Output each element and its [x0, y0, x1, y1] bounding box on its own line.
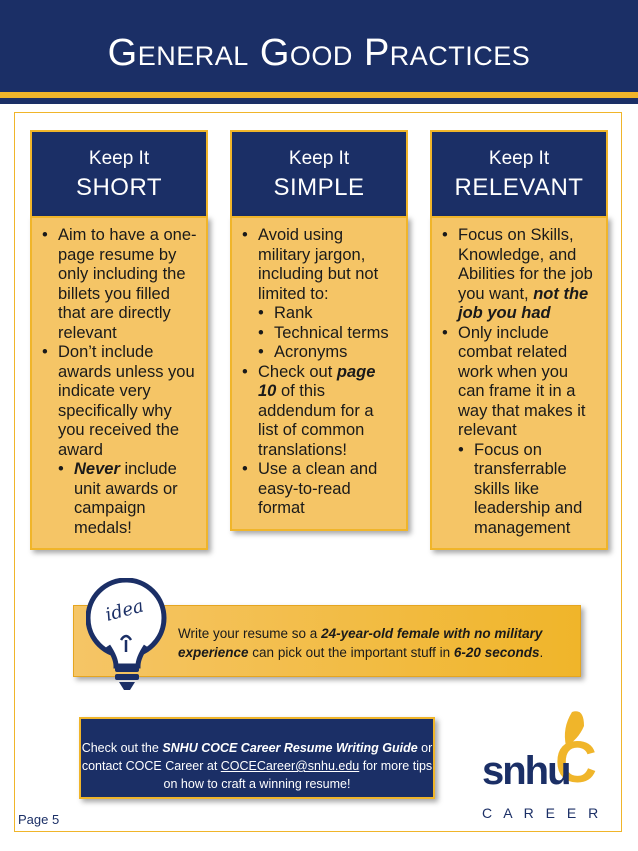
bullet-item [242, 460, 398, 519]
resource-text: or contact COCE Career at [81, 741, 433, 773]
logo-letter: C [555, 730, 597, 795]
bullet-item [42, 343, 198, 460]
column-header [30, 130, 208, 216]
sub-bullet-item [242, 324, 398, 344]
column-bullets [430, 216, 608, 550]
tip-text-part: can pick out the important stuff in [248, 645, 454, 660]
bullet-text: Check out [258, 362, 337, 381]
bullet-text: of this addendum for a list of common translations! [258, 382, 374, 459]
column-keep-label: Keep It [288, 148, 350, 169]
bullet-text: include unit awards or campaign medals! [74, 460, 178, 537]
snhu-career-logo [480, 706, 608, 824]
column-header [230, 130, 408, 216]
bulb-idea-text: idea [103, 595, 146, 626]
email-link[interactable]: COCECareer@snhu.edu [220, 759, 360, 773]
logo-wordmark: snhu [482, 749, 570, 793]
tip-text [178, 624, 570, 662]
bullet-item [242, 363, 398, 461]
column-header [430, 130, 608, 216]
column-bullets [230, 216, 408, 531]
bullet-item [242, 226, 398, 304]
bullet-text: Aim to have a one-page resume by only including the billets you filled that are directly relevant [58, 226, 197, 342]
bullet-emphasis: Never [74, 460, 120, 478]
resource-text: for more tips on how to craft a winning resume! [163, 759, 433, 791]
sub-bullet-item [42, 460, 198, 538]
guide-title: SNHU COCE Career Resume Writing Guide [162, 741, 418, 755]
resource-box [79, 717, 435, 799]
bullet-text: Technical terms [274, 323, 389, 342]
tip-text-part: Write your resume so a [178, 626, 322, 641]
resource-text: Check out the [81, 741, 163, 755]
bullet-text: Use a clean and easy-to-read format [258, 460, 378, 517]
page-title: General Good Practices [107, 32, 531, 74]
column-relevant [430, 130, 608, 550]
column-title: SIMPLE [273, 174, 365, 201]
sub-bullet-item [242, 343, 398, 363]
bullet-text: Only include combat related work when you can frame it in a way that makes it relevant [458, 323, 586, 439]
tip-text-emphasis: 24-year-old female with no military [321, 626, 543, 641]
sub-bullet-item [442, 441, 598, 539]
column-short [30, 130, 208, 550]
bullet-text: Don’t include awards unless you indicate very specifically why you received the award [58, 343, 195, 459]
tip-text-part: . [539, 645, 544, 660]
bullet-emphasis: page 10 [258, 362, 376, 400]
bullet-text: Focus on Skills, Knowledge, and Abilities for the job you want, [458, 226, 593, 303]
sub-bullet-item [242, 304, 398, 324]
bullet-text: Avoid using military jargon, including but not limited to: [258, 226, 379, 303]
bullet-text: Focus on transferrable skills like leadership and management [474, 440, 583, 537]
header-gold-stripe [0, 92, 638, 98]
bullet-emphasis: not the job you had [458, 284, 589, 322]
bullet-item [42, 226, 198, 343]
column-simple [230, 130, 408, 531]
logo-tag: C A R E E R [482, 805, 603, 821]
page-number: Page 5 [18, 812, 60, 827]
tip-text-emphasis: 6-20 seconds [453, 645, 540, 660]
lightbulb-icon [86, 578, 170, 694]
column-bullets [30, 216, 208, 550]
bullet-text: Rank [274, 304, 313, 322]
column-title: RELEVANT [454, 174, 584, 201]
bullet-text: Acronyms [274, 343, 348, 361]
tip-text-emphasis: experience [178, 645, 249, 660]
column-keep-label: Keep It [88, 148, 150, 169]
column-keep-label: Keep It [488, 148, 550, 169]
bullet-item [442, 226, 598, 324]
bullet-item [442, 324, 598, 441]
column-title: SHORT [75, 174, 163, 201]
